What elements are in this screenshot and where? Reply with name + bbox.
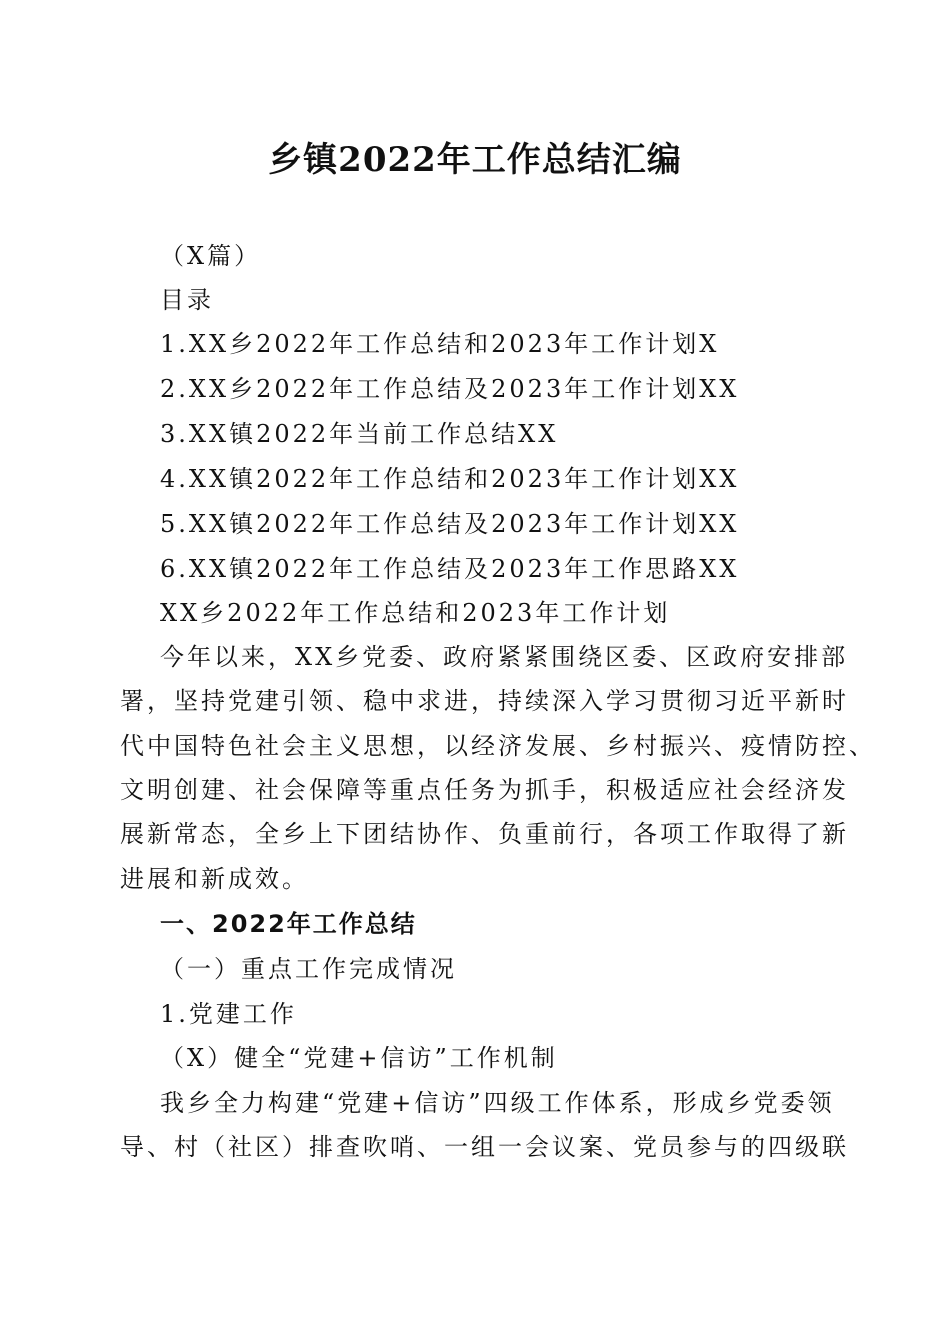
paragraph-line: 导、村（社区）排查吹哨、一组一会议案、党员参与的四级联 xyxy=(120,1133,849,1161)
toc-item: 5.XX镇2022年工作总结及2023年工作计划XX xyxy=(160,510,740,538)
paragraph-line: 进展和新成效。 xyxy=(120,865,309,893)
section-heading: 一、2022年工作总结 xyxy=(160,910,417,938)
paragraph-line: 展新常态，全乡上下团结协作、负重前行，各项工作取得了新 xyxy=(120,820,849,848)
paragraph-line: 文明创建、社会保障等重点任务为抓手，积极适应社会经济发 xyxy=(120,776,849,804)
toc-heading: 目录 xyxy=(160,286,214,314)
subsection-heading: （一）重点工作完成情况 xyxy=(160,955,457,983)
paragraph-line: 代中国特色社会主义思想，以经济发展、乡村振兴、疫情防控、 xyxy=(120,732,876,760)
paragraph-line: 署，坚持党建引领、稳中求进，持续深入学习贯彻习近平新时 xyxy=(120,687,849,715)
toc-item: 3.XX镇2022年当前工作总结XX xyxy=(160,420,559,448)
article-title: XX乡2022年工作总结和2023年工作计划 xyxy=(160,599,671,627)
item-heading: 1.党建工作 xyxy=(160,1000,297,1028)
paragraph-line: 我乡全力构建“党建+信访”四级工作体系，形成乡党委领 xyxy=(160,1089,835,1117)
toc-item: 1.XX乡2022年工作总结和2023年工作计划X xyxy=(160,330,720,358)
document-title: 乡镇2022年工作总结汇编 xyxy=(268,140,682,180)
toc-item: 2.XX乡2022年工作总结及2023年工作计划XX xyxy=(160,375,740,403)
subtitle: （X篇） xyxy=(160,242,262,270)
toc-item: 4.XX镇2022年工作总结和2023年工作计划XX xyxy=(160,465,740,493)
toc-item: 6.XX镇2022年工作总结及2023年工作思路XX xyxy=(160,555,740,583)
item-subheading: （X）健全“党建+信访”工作机制 xyxy=(160,1044,558,1072)
paragraph-line: 今年以来，XX乡党委、政府紧紧围绕区委、区政府安排部 xyxy=(160,643,849,671)
